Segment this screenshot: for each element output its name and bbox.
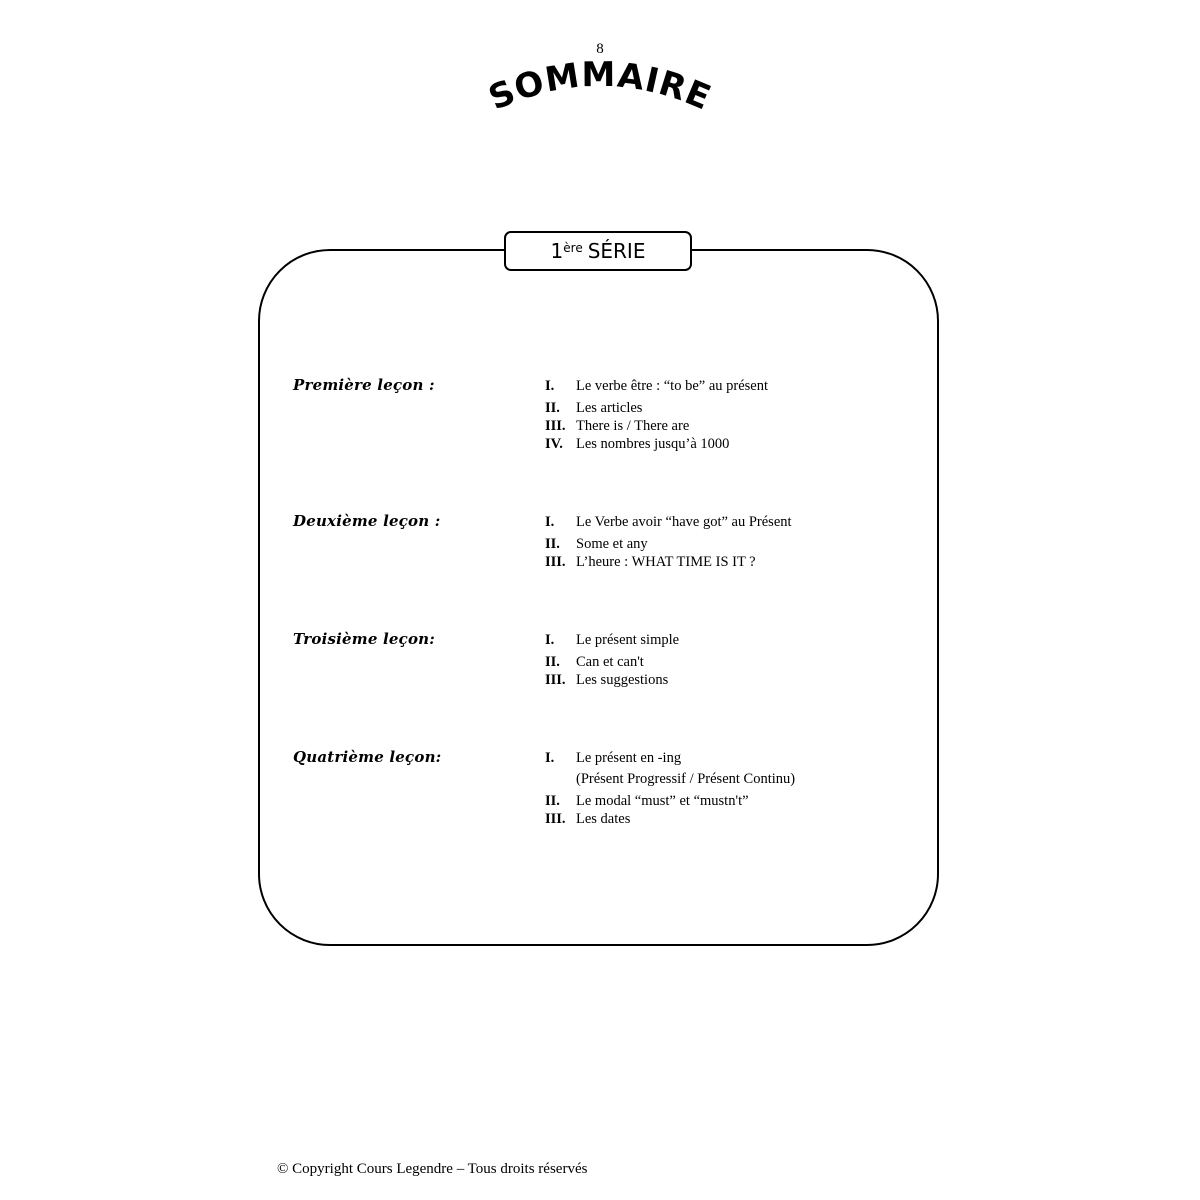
item-text: Les nombres jusqu’à 1000: [576, 436, 730, 452]
item-text: Can et can't: [576, 654, 644, 670]
summary-frame: [258, 249, 939, 946]
item-text: Le verbe être : “to be” au présent: [576, 378, 769, 394]
item-number: II.: [545, 654, 560, 670]
lesson-item: [545, 810, 795, 828]
item-text: (Présent Progressif / Présent Continu): [576, 771, 796, 787]
series-label: SÉRIE: [587, 239, 646, 263]
copyright-footer: © Copyright Cours Legendre – Tous droits réservés: [277, 1161, 588, 1177]
item-text: Le modal “must” et “mustn't”: [576, 793, 749, 809]
item-number: I.: [545, 514, 555, 530]
lesson-item: [545, 417, 768, 435]
series-superscript: ère: [563, 241, 583, 255]
lesson-items-3: [545, 631, 679, 689]
series-number: 1: [550, 239, 564, 263]
lesson-item: [545, 513, 792, 531]
lesson-title-1: Première leçon :: [293, 376, 435, 394]
lesson-title-4: Quatrième leçon:: [293, 748, 442, 766]
item-text: Le présent en -ing: [576, 750, 682, 766]
item-number: III.: [545, 554, 566, 570]
lesson-item: [545, 399, 768, 417]
item-number: II.: [545, 400, 560, 416]
item-number: III.: [545, 418, 566, 434]
lesson-item: [545, 671, 679, 689]
item-text: Les dates: [576, 811, 631, 827]
item-text: Le Verbe avoir “have got” au Présent: [576, 514, 792, 530]
item-text: Les articles: [576, 400, 643, 416]
item-text: Les suggestions: [576, 672, 669, 688]
page-number: 8: [596, 41, 604, 57]
item-text: L’heure : WHAT TIME IS IT ?: [576, 554, 756, 570]
lesson-item-continuation: [545, 770, 795, 788]
lesson-item: [545, 653, 679, 671]
lesson-title-3: Troisième leçon:: [293, 630, 436, 648]
lesson-items-4: [545, 749, 795, 828]
lesson-item: [545, 749, 795, 767]
lesson-title-2: Deuxième leçon :: [293, 512, 441, 530]
page-title-text: [483, 55, 717, 119]
item-number: I.: [545, 378, 555, 394]
lesson-items-2: [545, 513, 792, 571]
lesson-items-1: [545, 377, 768, 453]
lesson-item: [545, 435, 768, 453]
page-title: [470, 54, 730, 132]
item-text: There is / There are: [576, 418, 690, 434]
item-number: I.: [545, 750, 555, 766]
item-number: III.: [545, 672, 566, 688]
item-text: Some et any: [576, 536, 648, 552]
item-text: Le présent simple: [576, 632, 680, 648]
item-number: II.: [545, 793, 560, 809]
page-title-textpath: SOMMAIRE: [483, 54, 718, 119]
lesson-item: [545, 535, 792, 553]
item-number: IV.: [545, 436, 563, 452]
item-number: II.: [545, 536, 560, 552]
item-number: III.: [545, 811, 566, 827]
lesson-item: [545, 553, 792, 571]
lesson-item: [545, 631, 679, 649]
lesson-item: [545, 377, 768, 395]
item-number: I.: [545, 632, 555, 648]
series-badge: [504, 231, 692, 271]
lesson-item: [545, 792, 795, 810]
